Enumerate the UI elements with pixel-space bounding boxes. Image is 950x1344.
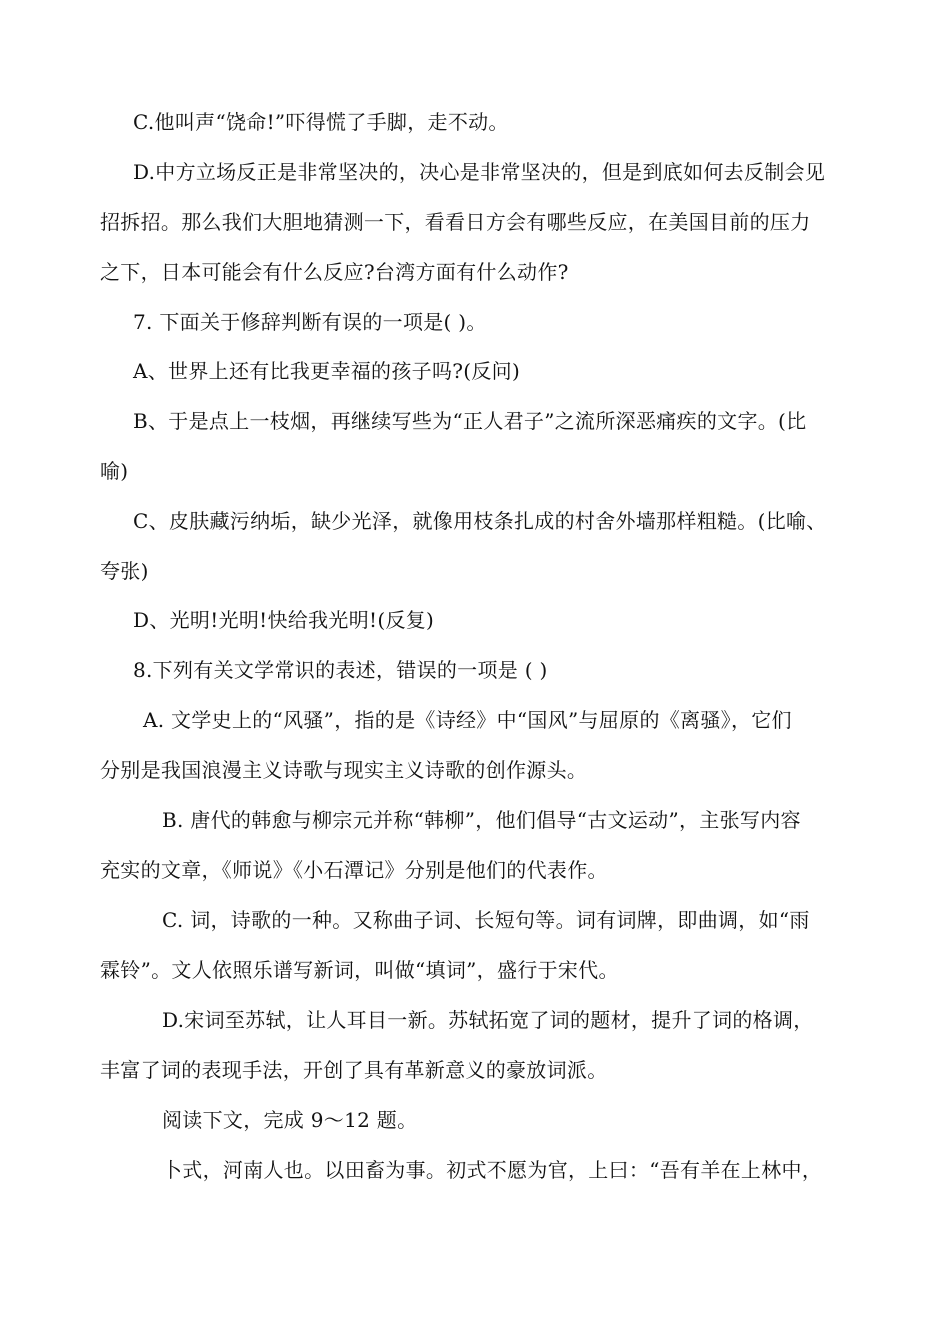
option-line: D、光明!光明!快给我光明!(反复) xyxy=(133,608,435,632)
option-line: C. 词，诗歌的一种。又称曲子词、长短句等。词有词牌，即曲调，如“雨 xyxy=(162,908,810,932)
text-line: 霖铃”。文人依照乐谱写新词，叫做“填词”，盛行于宋代。 xyxy=(100,958,619,982)
question-stem: 7. 下面关于修辞判断有误的一项是( )。 xyxy=(133,310,487,334)
reading-instruction: 阅读下文，完成 9～12 题。 xyxy=(162,1108,418,1132)
text-line: C.他叫声“饶命!”吓得慌了手脚，走不动。 xyxy=(133,110,509,134)
text-line: 丰富了词的表现手法，开创了具有革新意义的豪放词派。 xyxy=(100,1058,608,1082)
text-line: 充实的文章，《师说》《小石潭记》分别是他们的代表作。 xyxy=(100,858,608,882)
option-line: D.宋词至苏轼，让人耳目一新。苏轼拓宽了词的题材，提升了词的格调， xyxy=(162,1008,814,1032)
text-line: 夸张) xyxy=(100,559,149,583)
text-line: 分别是我国浪漫主义诗歌与现实主义诗歌的创作源头。 xyxy=(100,758,588,782)
text-line: 招拆招。那么我们大胆地猜测一下，看看日方会有哪些反应，在美国目前的压力 xyxy=(100,210,811,234)
option-line: B、于是点上一枝烟，再继续写些为“正人君子”之流所深恶痛疾的文字。(比 xyxy=(133,409,807,433)
question-stem: 8.下列有关文学常识的表述，错误的一项是 ( ) xyxy=(133,658,548,682)
option-line: B. 唐代的韩愈与柳宗元并称“韩柳”，他们倡导“古文运动”，主张写内容 xyxy=(162,808,801,832)
text-line: D.中方立场反正是非常坚决的，决心是非常坚决的，但是到底如何去反制会见 xyxy=(133,160,826,184)
option-line: A、世界上还有比我更幸福的孩子吗?(反问) xyxy=(133,359,521,383)
passage-line: 卜式，河南人也。以田畜为事。初式不愿为官，上曰：“吾有羊在上林中， xyxy=(162,1158,823,1182)
option-line: A. 文学史上的“风骚”，指的是《诗经》中“国风”与屈原的《离骚》，它们 xyxy=(143,708,792,732)
option-line: C、皮肤藏污纳垢，缺少光泽，就像用枝条扎成的村舍外墙那样粗糙。(比喻、 xyxy=(133,509,827,533)
text-line: 喻) xyxy=(100,459,129,483)
text-line: 之下，日本可能会有什么反应?台湾方面有什么动作? xyxy=(100,260,569,284)
